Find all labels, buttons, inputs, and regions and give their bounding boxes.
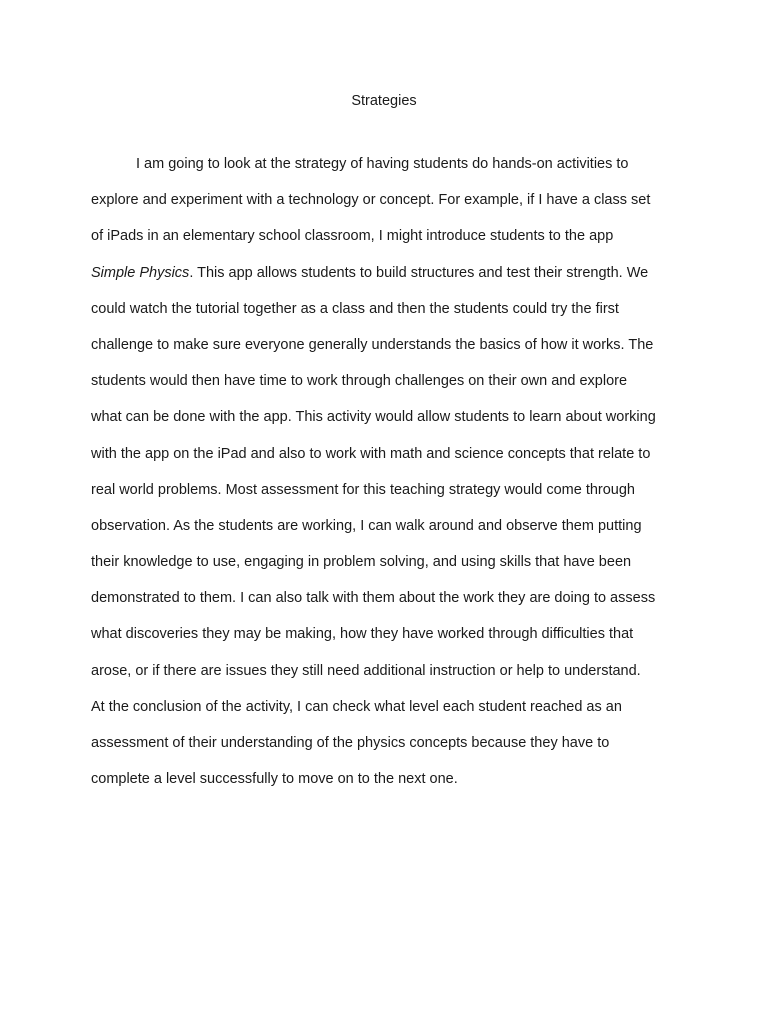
paragraph-line-rest: . This app allows students to build structures and test their strength. We [189,264,649,281]
paragraph-line: complete a level successfully to move on to the next one. [91,771,458,788]
paragraph-line: of iPads in an elementary school classroom, I might introduce students to the app [91,228,614,245]
paragraph-line: observation. As the students are working, I can walk around and observe them putting [91,517,642,534]
paragraph-line: assessment of their understanding of the physics concepts because they have to [91,735,610,751]
paragraph-line: could watch the tutorial together as a class and then the students could try the first [91,300,619,317]
paragraph-line: what discoveries they may be making, how they have worked through difficulties that [91,626,634,643]
paragraph-line: demonstrated to them. I can also talk with them about the work they are doing to assess [91,590,656,607]
paragraph-line: arose, or if there are issues they still need additional instruction or help to understand. [91,662,641,679]
body-paragraph [91,146,681,797]
paragraph-line: real world problems. Most assessment for this teaching strategy would come through [91,481,635,498]
paragraph-line: explore and experiment with a technology or concept. For example, if I have a class set [91,192,651,209]
paragraph-line: At the conclusion of the activity, I can check what level each student reached as an [91,698,622,715]
paragraph-line: challenge to make sure everyone generally understands the basics of how it works. The [91,336,654,353]
page-title: Strategies [351,93,417,109]
paragraph-line: I am going to look at the strategy of having students do hands-on activities to [136,156,629,172]
app-name-italic: Simple Physics [91,264,190,281]
paragraph-line [91,255,681,291]
paragraph-line: students would then have time to work through challenges on their own and explore [91,373,628,390]
paragraph-line: what can be done with the app. This activity would allow students to learn about working [91,409,656,426]
paragraph-line: their knowledge to use, engaging in problem solving, and using skills that have been [91,554,632,571]
paragraph-line: with the app on the iPad and also to work with math and science concepts that relate to [91,445,651,462]
